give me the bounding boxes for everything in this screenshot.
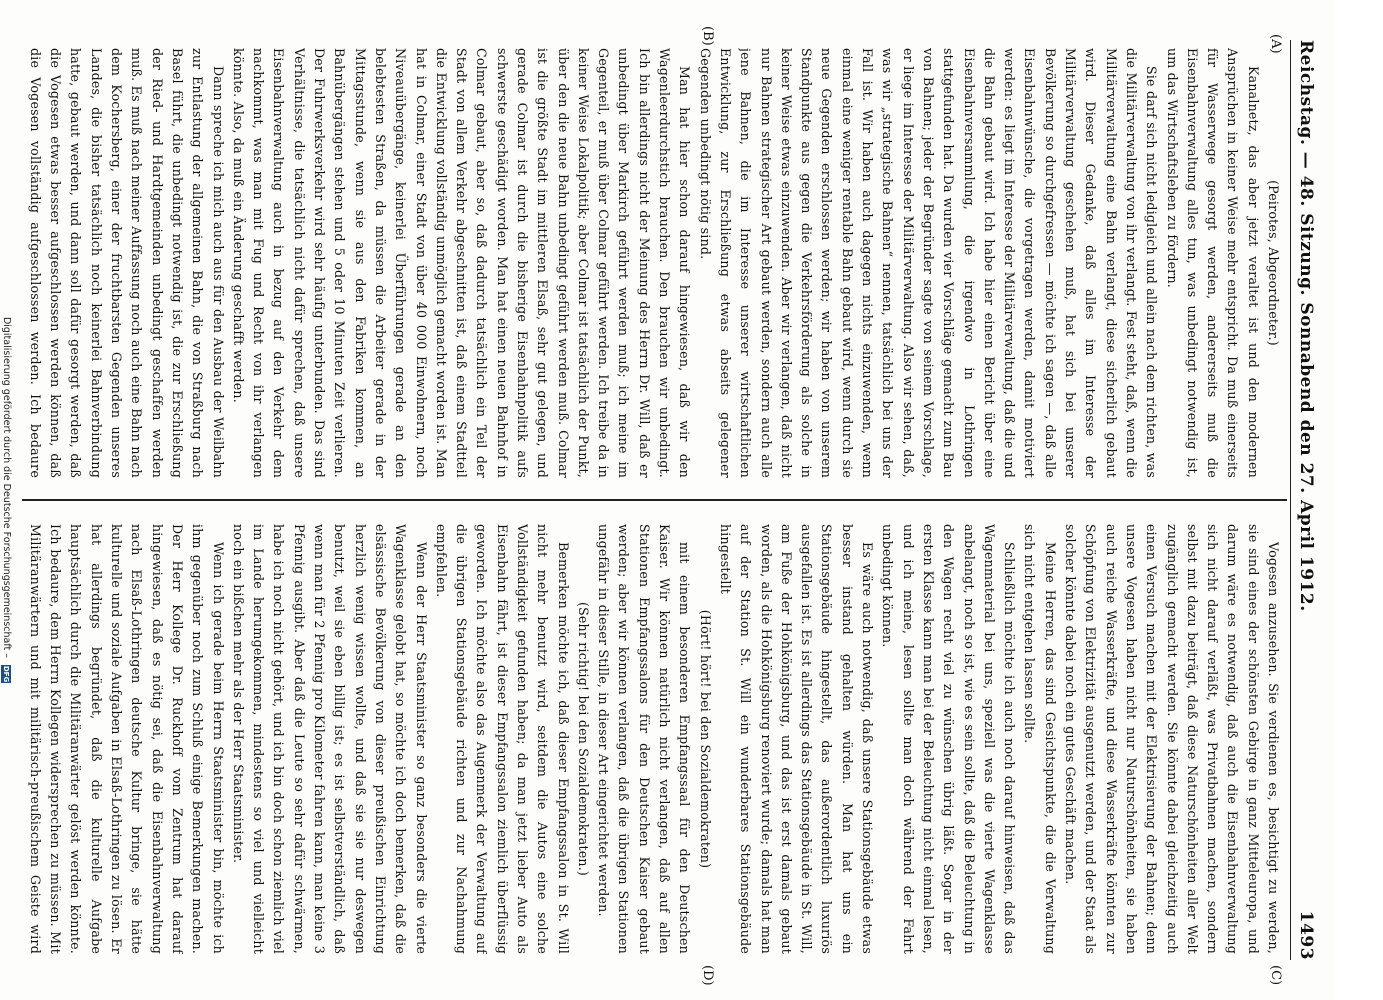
footer-text: Digitalisierung gefördert durch die Deutsche Forschungsgemeinschaft – [1,316,12,659]
paragraph: Man hat hier schon darauf hingewiesen, daß wir den Wagenleerdurchstich brauchen. Den brauchen wir unbedingt. Ich bin allerdings nicht der Meinung des Herrn Dr. Will, daß er unbedingt über Markirch geführt werden muß; ich meine im Gegenteil, er muß über Colmar geführt werden. Ich treibe da in keiner Weise Lokalpolitik; aber Colmar ist tatsächlich der Punkt, über den die neue Bahn unbedingt geführt werden muß. Colmar ist die größte Stadt im mittleren Elsaß, sehr gut gelegen, und gerade Colmar ist durch die bisherige Eisenbahnpolitik aufs schwerste geschädigt worden. Man hat einen neuen Bahnhof in Colmar gebaut, aber so, daß dadurch tatsächlich ein Teil der Stadt von allem Verkehr abgeschnitten ist, daß einem Stadtteil die Entwicklung vollständig unmöglich gemacht worden ist. Man hat in Colmar, einer Stadt von über 40 000 Einwohnern, noch Niveauübergänge, keinerlei Überführungen gerade an den belebtesten Straßen, da müssen die Arbeiter gerade in der Mittagsstunde, wenn sie aus den Fabriken kommen, an Bahnübergängen stehen und 5 oder 10 Minuten Zeit verlieren. Der Fuhrwerksverkehr wird sehr häufig unterbunden. Das sind Verhältnisse, die tatsächlich nicht dafür sprechen, daß unsere Eisenbahnverwaltung auch in bezug auf den Verkehr dem nachkommt, was man mit Fug und Recht von ihr verlangen könnte. Also, da muß ein Änderung geschafft werden. [230,48,693,478]
margin-marker-b: (B) [700,26,715,46]
interjection: (Sehr richtig! bei den Sozialdemokraten.) [575,601,591,877]
paragraph: Wenn der Herr Staatsminister so ganz besonders die vierte Wagenklasse gelobt hat, so möchte ich doch bemerken, daß die elsässische Bevölkerung von dieser preußischen Einrichtung herzlich wenig wissen wollte, und daß sie sie nur deswegen benutzt, weil sie eben billig ist; es ist selbstverständlich, daß wenn man für 2 Pfennig pro Kilometer fahren kann, man keine 3 Pfennig ausgibt. Aber daß die Leute so sehr dafür schwärmen, habe ich noch nicht gehört, und ich bin doch schon ziemlich viel im Lande herumgekommen, mindestens so viel und vielleicht noch ein bißchen mehr als der Herr Staatsminister. [230,524,429,954]
paragraph: Sie darf sich nicht ledigleich und allein nach dem richten, was die Militärverwaltung von ihr verlangt. Fest steht, daß, wenn die Militärverwaltung eine Bahn verlangt, diese sicherlich gebaut wird. Dieser Gedanke, daß alles im Interesse der Militärverwaltung geschehen muß, hat sich bei unserer Bevölkerung so durchgefressen — möchte ich sagen —, daß alle Eisenbahnwünsche, die vorgetragen werden, damit motiviert werden: es liegt im Interesse der Militärverwaltung, daß die und die Bahn gebaut wird. Ich habe hier einen Bericht über eine Eisenbahnversammlung, die irgendwo in Lothringen stattgefunden hat. Da wurden vier Vorschläge gemacht zum Bau von Bahnen; jeder der Begründer sagte von seinem Vorschlage, er liege im Interesse der Militärverwaltung. Also wir sehen, daß, was wir „strategische Bahnen“ nennen, tatsächlich bei uns der Fall ist. Wir haben auch dagegen nichts einzuwenden, wenn einmal eine weniger rentable Bahn gebaut wird, wenn durch sie neue Gegenden erschlossen werden; wir haben von unserem Standpunkte aus gegen die Verkehrsförderung als solche in keiner Weise etwas einzuwenden. Aber wir verlangen, daß nicht nur Bahnen strategischer Art gebaut werden, sondern auch alle jene Bahnen, die im Interesse unserer wirtschaftlichen Entwicklung, zur Erschließung etwas abseits gelegener Gegenden unbedingt nötig sind. [697,48,1160,478]
left-column [28,48,1283,478]
paragraph: Kanalnetz, das aber jetzt veraltet ist und den modernen Ansprüchen in keiner Weise mehr entspricht. Da muß einerseits für Wasserwege gesorgt werden, andererseits muß die Eisenbahnverwaltung alles tun, was unbedingt notwendig ist, um das Wirtschaftsleben zu fördern. [1164,48,1261,478]
header-rule [1290,40,1291,960]
dfg-logo-icon: DFG [2,665,11,683]
speaker-attribution: (Peirotes, Abgeordneter.) [1266,180,1281,346]
interjection: (Hört! hört! bei den Sozialdemokraten) [697,609,713,869]
page-header [1291,40,1321,960]
digitization-footer [0,0,12,1000]
page-number: 1493 [1296,910,1316,960]
margin-marker-a: (A) [1268,34,1283,54]
column-rule [22,499,1287,501]
margin-marker-d: (D) [700,965,715,986]
paragraph: Bemerken möchte ich, daß dieser Empfangssalon in St. Will nicht mehr benutzt wird, seitdem die Autos eine solche Vollständigkeit gefunden haben; da man jetzt lieber Auto als Eisenbahn fährt, ist dieser Empfangssalon ziemlich überflüssig geworden. Ich möchte also das Augenmerk der Verwaltung auf die übrigen Stationsgebäude richten und zur Nachahmung empfehlen. [433,524,571,954]
paragraph: Schließlich möchte ich auch noch darauf hinweisen, daß das Wagenmaterial bei uns, speziell was die vierte Wagenklasse anbelangt, noch so ist, wie es sein sollte, daß die Beleuchtung in den Wagen recht viel zu wünschen übrig läßt. Sogar in der ersten Klasse kann man bei der Beleuchtung nicht einmal lesen, und ich meine, lesen sollte man doch während der Fahrt unbedingt können. [880,524,1018,954]
paragraph: Es wäre auch notwendig, daß unsere Stationsgebäude etwas besser instand gehalten würden. Man hat uns ein Stationsgebäude hingestellt, das außerordentlich luxuriös ausgefallen ist. Es ist allerdings das Stationsgebäude in St. Will, am Fuße der Hohkönigsburg, und das ist erst damals gebaut worden, als die Hohkönigsburg renoviert wurde; damals hat man auf der Station St. Will ein wunderbares Stationsgebäude hingestellt [717,524,876,954]
right-column [28,524,1283,954]
margin-marker-c: (C) [1268,965,1283,986]
paragraph: Meine Herren, das sind Gesichtspunkte, die die Verwaltung sich nicht entgehen lassen sollte. [1022,524,1058,954]
paragraph: mit einem besonderen Empfangssaal für den Deutschen Kaiser. Wir können natürlich nicht verlangen, daß auf allen Stationen Empfangssalons für den Deutschen Kaiser gebaut werden; aber wir können verlangen, daß die übrigen Stationen ungefähr in dieser Stille, in dieser Art eingerichtet werden. [596,524,693,954]
page-header-title: Reichstag. — 48. Sitzung. Sonnabend den 27. April 1912. [1296,40,1316,612]
paragraph: Dann spreche ich mich auch aus für den Ausbau der Weilbahn zur Entlastung der allgemeinen Bahn, die von Straßburg nach Basel führt, die unbedingt notwendig ist, die zur Erschließung der Ried- und Hardtgemeinden unbedingt geschaffen werden muß. Es muß nach meiner Auffassung noch auch eine Bahn nach dem Kochersberg, einer der fruchtbarsten Gegenden unseres Landes, die bisher tatsächlich noch keinerlei Bahnverbindung hatte, gebaut werden, und dann soll dafür gesorgt werden, daß die Vogesen etwas besser aufgeschlossen werden können, daß die Vogesen vollständig aufgeschlossen werden. Ich bedaure [28,48,226,478]
paragraph: Vogesen anzusehen. Sie verdienen es, besichtigt zu werden, sie sind eines der schönsten Gebirge in ganz Mitteleuropa, und darum wäre es notwendig, daß auch die Eisenbahnverwaltung sich nicht darauf verläßt, was Privatbahnen machen, sondern selbst mit dazu beiträgt, daß diese Naturschönheiten aller Welt zugänglich gemacht werden. Sie könnte dabei gleichzeitig auch einen Versuch machen mit der Elektrisierung der Bahnen; denn unsere Vogesen haben nicht nur Naturschönheiten, sie haben auch reiche Wasserkräfte, und diese Wasserkräfte könnten zur Schöpfung von Elektrizität ausgenutzt werden, und der Staat als solcher könnte dabei noch ein gutes Geschäft machen. [1063,524,1281,954]
paragraph: Wenn ich gerade beim Herrn Staatsminister bin, möchte ich ihm gegenüber noch zum Schluß einige Bemerkungen machen. Der Herr Kollege Dr. Ruckhoff vom Zentrum hat darauf hingewiesen, daß es nötig sei, daß die Eisenbahnverwaltung nach Elsaß-Lothringen deutsche Kultur bringe, sie hätte kulturelle und soziale Aufgaben in Elsaß-Lothringen zu lösen. Er hat allerdings begründet, daß die kulturelle Aufgabe hauptsächlich durch die Militäranwärter gelöst werden könnte. Ich bedaure, dem Herrn Kollegen widersprechen zu müssen. Mit Militäranwärtern und mit militärisch-preußischem Geiste wird [28,524,226,954]
